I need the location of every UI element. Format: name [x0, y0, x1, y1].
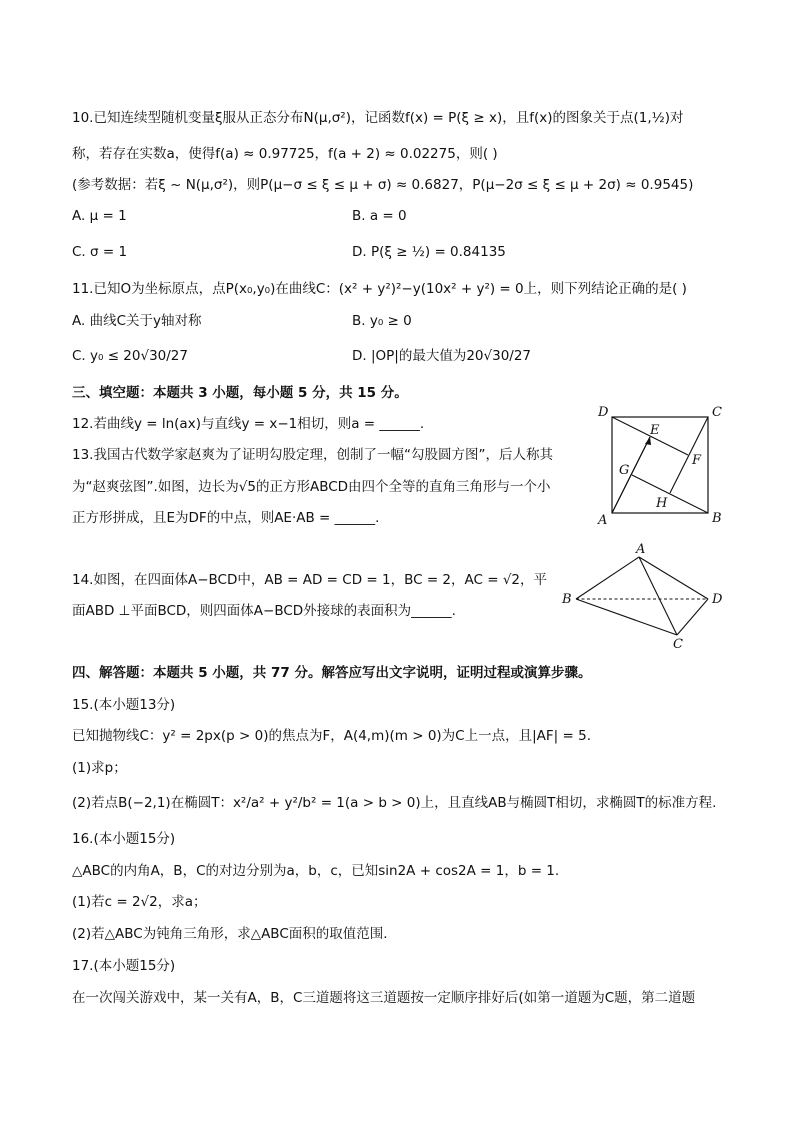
fig13-label-a: A	[598, 513, 608, 526]
q13-line2: 为“赵爽弦图”.如图，边长为√5的正方形ABCD由四个全等的直角三角形与一个小	[72, 479, 551, 495]
fig13-label-e: E	[650, 423, 660, 438]
fig13-label-c: C	[712, 405, 722, 420]
q10-line2: 称，若存在实数a，使得f(a) ≈ 0.97725，f(a + 2) ≈ 0.02275，则( )	[72, 146, 498, 162]
tetrahedron-figure	[558, 540, 730, 652]
fig13-label-h: H	[656, 496, 668, 511]
q11-option-b: B. y₀ ≥ 0	[352, 313, 412, 329]
q11-option-c: C. y₀ ≤ 20√30/27	[72, 348, 188, 364]
q17-stem: 在一次闯关游戏中，某一关有A，B，C三道题将这三道题按一定顺序排好后(如第一道题为C题，第二道题	[72, 990, 696, 1006]
fig14-label-c: C	[673, 637, 683, 652]
fig13-label-g: G	[619, 463, 630, 478]
q16-part2: (2)若△ABC为钝角三角形，求△ABC面积的取值范围.	[72, 926, 388, 942]
q13-line1: 13.我国古代数学家赵爽为了证明勾股定理，创制了一幅“勾股圆方图”，后人称其	[72, 447, 553, 463]
q17-title: 17.(本小题15分)	[72, 958, 176, 974]
q10-option-d: D. P(ξ ≥ ½) = 0.84135	[352, 244, 506, 260]
fig14-label-a: A	[636, 542, 646, 557]
fig14-label-d: D	[712, 592, 723, 607]
fig13-label-b: B	[712, 511, 722, 526]
q11-option-a: A. 曲线C关于y轴对称	[72, 313, 202, 329]
q15-stem: 已知抛物线C：y² = 2px(p > 0)的焦点为F，A(4,m)(m > 0)为C上一点，且|AF| = 5.	[72, 728, 591, 744]
q10-option-b: B. a = 0	[352, 208, 407, 224]
q16-stem: △ABC的内角A，B，C的对边分别为a，b，c，已知sin2A + cos2A = 1，b = 1.	[72, 863, 560, 879]
q14-line1: 14.如图，在四面体A−BCD中，AB = AD = CD = 1，BC = 2，AC = √2，平	[72, 572, 548, 588]
q16-title: 16.(本小题15分)	[72, 831, 176, 847]
zhao-shuang-figure	[592, 404, 728, 526]
q10-option-a: A. μ = 1	[72, 208, 127, 224]
section-3-heading	[72, 384, 408, 402]
section-4-heading	[72, 664, 591, 682]
q13-line3: 正方形拼成，且E为DF的中点，则AE·AB = ______.	[72, 510, 380, 526]
q11-stem: 11.已知O为坐标原点，点P(x₀,y₀)在曲线C：(x² + y²)²−y(10x² + y²) = 0上，则下列结论正确的是( )	[72, 281, 687, 297]
fig13-label-d: D	[598, 405, 609, 420]
q11-option-d: D. |OP|的最大值为20√30/27	[352, 348, 532, 364]
q12-stem: 12.若曲线y = ln(ax)与直线y = x−1相切，则a = ______.	[72, 416, 425, 432]
fig13-label-f: F	[692, 453, 702, 468]
q15-part2: (2)若点B(−2,1)在椭圆T：x²/a² + y²/b² = 1(a > b > 0)上，且直线AB与椭圆T相切，求椭圆T的标准方程.	[72, 795, 717, 811]
q10-reference-data: (参考数据：若ξ ~ N(μ,σ²)，则P(μ−σ ≤ ξ ≤ μ + σ) ≈ 0.6827，P(μ−2σ ≤ ξ ≤ μ + 2σ) ≈ 0.9545)	[72, 177, 694, 193]
section-3-text: 三、填空题：本题共 3 小题，每小题 5 分，共 15 分。	[72, 385, 408, 401]
fig14-label-b: B	[562, 592, 572, 607]
q15-title: 15.(本小题13分)	[72, 697, 176, 713]
q16-part1: (1)若c = 2√2，求a；	[72, 894, 207, 910]
q14-line2: 面ABD ⊥平面BCD，则四面体A−BCD外接球的表面积为______.	[72, 603, 456, 619]
section-4-text: 四、解答题：本题共 5 小题，共 77 分。解答应写出文字说明，证明过程或演算步骤。	[72, 665, 592, 681]
q10-line1: 10.已知连续型随机变量ξ服从正态分布N(μ,σ²)，记函数f(x) = P(ξ ≥ x)，且f(x)的图象关于点(1,½)对	[72, 110, 684, 126]
q10-option-c: C. σ = 1	[72, 244, 128, 260]
q15-part1: (1)求p；	[72, 760, 127, 776]
